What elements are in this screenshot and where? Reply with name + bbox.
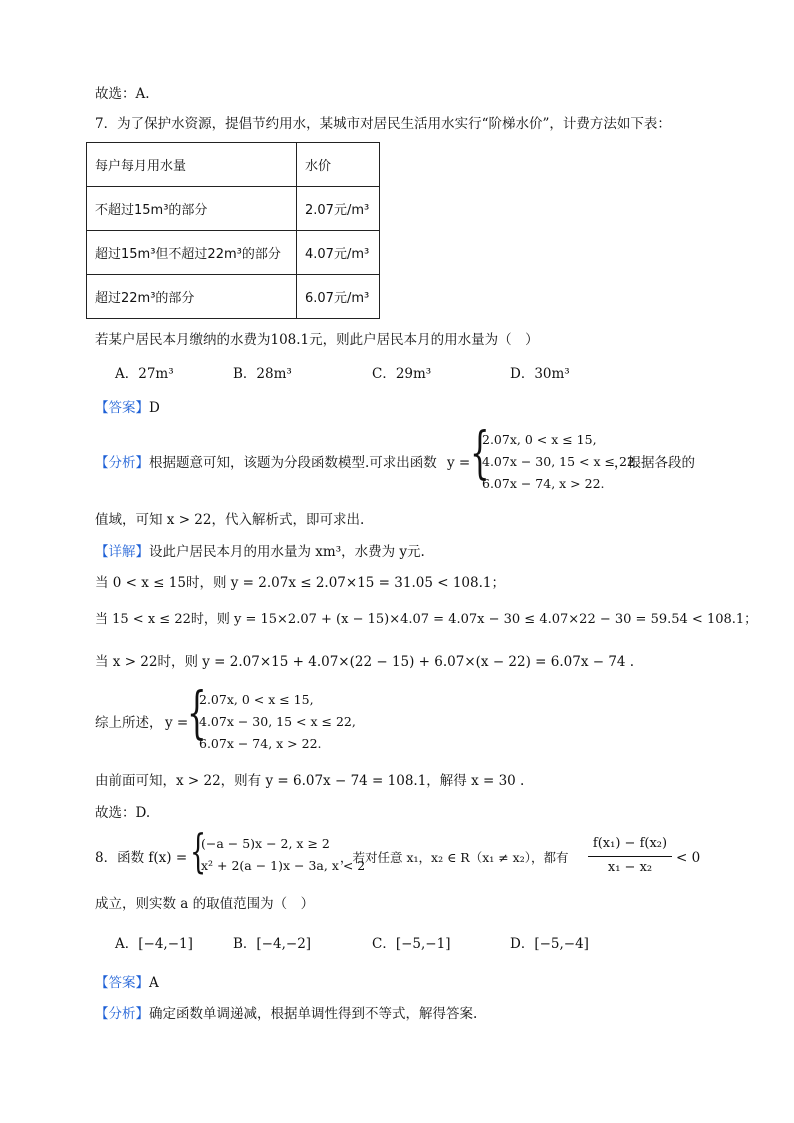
q7-conclusion: 由前面可知，x > 22，则有 y = 6.07x − 74 = 108.1，解得 x = 30 . xyxy=(95,773,525,789)
detail-tag: 【详解】 xyxy=(95,544,149,560)
detail-text: 设此户居民本月的用水量为 xm³，水费为 y元. xyxy=(149,544,425,560)
q8-stem-middle: ，若对任意 x₁，x₂ ∈ R（x₁ ≠ x₂），都有 xyxy=(340,850,569,865)
piecewise-case: (−a − 5)x − 2, x ≥ 2 xyxy=(201,836,330,851)
analysis-text: 确定函数单调递减，根据单调性得到不等式，解得答案. xyxy=(149,1006,478,1022)
left-brace: { xyxy=(187,681,207,746)
piecewise-case: 4.07x − 30, 15 < x ≤ 22, xyxy=(482,454,639,469)
water-price-table xyxy=(86,142,380,319)
table-header-row xyxy=(87,143,380,187)
table-row xyxy=(87,231,380,275)
table-header-cell: 每户每月用水量 xyxy=(87,143,297,187)
table-header-cell: 水价 xyxy=(297,143,380,187)
analysis-text: 根据题意可知，该题为分段函数模型.可求出函数 xyxy=(149,455,437,471)
piecewise-case: 2.07x, 0 < x ≤ 15, xyxy=(482,432,597,447)
table-cell: 超过15m³但不超过22m³的部分 xyxy=(87,231,297,275)
q7-summary-label: 综上所述， xyxy=(95,715,163,731)
q8-stem-line2: 成立，则实数 a 的取值范围为（ ） xyxy=(95,896,315,912)
previous-answer: 故选：A. xyxy=(95,86,150,102)
piecewise-case: 2.07x, 0 < x ≤ 15, xyxy=(199,692,314,707)
q7-question: 若某户居民本月缴纳的水费为108.1元，则此户居民本月的用水量为（ ） xyxy=(95,332,539,348)
answer-tag: 【答案】 xyxy=(95,400,149,416)
fraction-numerator: f(x₁) − f(x₂) xyxy=(592,836,668,851)
q7-analysis-line2: 值域，可知 x > 22，代入解析式，即可求出. xyxy=(95,512,365,528)
answer-value: D xyxy=(149,400,160,416)
answer-tag: 【答案】 xyxy=(95,975,149,991)
q7-option-b: B．28m³ xyxy=(233,366,292,382)
piecewise-case: 6.07x − 74, x > 22. xyxy=(482,476,605,491)
piecewise-case: 6.07x − 74, x > 22. xyxy=(199,736,322,751)
analysis-function-label: y = xyxy=(447,455,471,471)
q8-option-d: D．[−5,−4] xyxy=(510,936,589,952)
q8-option-c: C．[−5,−1] xyxy=(372,936,451,952)
answer-value: A xyxy=(149,975,159,991)
q7-final: 故选：D. xyxy=(95,805,151,821)
analysis-tag: 【分析】 xyxy=(95,455,149,471)
q8-analysis-line xyxy=(95,1004,477,1024)
table-cell: 超过22m³的部分 xyxy=(87,275,297,319)
analysis-tag: 【分析】 xyxy=(95,1006,149,1022)
table-cell: 6.07元/m³ xyxy=(297,275,380,319)
q7-option-a: A．27m³ xyxy=(115,366,174,382)
q8-option-a: A．[−4,−1] xyxy=(115,936,193,952)
q7-analysis-line xyxy=(95,453,437,473)
summary-function-label: y = xyxy=(165,715,189,731)
piecewise-case: 4.07x − 30, 15 < x ≤ 22, xyxy=(199,714,356,729)
table-cell: 2.07元/m³ xyxy=(297,187,380,231)
table-row xyxy=(87,187,380,231)
fraction-denominator: x₁ − x₂ xyxy=(607,860,653,875)
left-brace: { xyxy=(190,824,207,878)
fraction-bar xyxy=(588,856,672,857)
q8-option-b: B．[−4,−2] xyxy=(233,936,312,952)
q7-detail-line xyxy=(95,542,425,562)
q7-answer-line xyxy=(95,398,160,418)
q8-stem-start: 8．函数 f(x) = xyxy=(95,850,188,866)
table-row xyxy=(87,275,380,319)
table-cell: 4.07元/m³ xyxy=(297,231,380,275)
q7-case-2: 当 15 < x ≤ 22时，则 y = 15×2.07 + (x − 15)×4.07 = 4.07x − 30 ≤ 4.07×22 − 30 = 59.54 < 108.1； xyxy=(95,612,758,627)
analysis-text-after: ，根据各段的 xyxy=(614,455,695,471)
q7-case-3: 当 x > 22时，则 y = 2.07×15 + 4.07×(22 − 15) + 6.07×(x − 22) = 6.07x − 74 . xyxy=(95,654,635,670)
q8-answer-line xyxy=(95,973,159,993)
q7-stem: 7．为了保护水资源，提倡节约用水，某城市对居民生活用水实行“阶梯水价”，计费方法如下表： xyxy=(95,116,671,132)
table-cell: 不超过15m³的部分 xyxy=(87,187,297,231)
piecewise-case: x² + 2(a − 1)x − 3a, x < 2 xyxy=(201,858,366,873)
q7-option-c: C．29m³ xyxy=(372,366,432,382)
q7-option-d: D．30m³ xyxy=(510,366,570,382)
fraction-tail: < 0 xyxy=(676,850,701,866)
left-brace: { xyxy=(470,421,490,486)
q7-case-1: 当 0 < x ≤ 15时，则 y = 2.07x ≤ 2.07×15 = 31.05 < 108.1； xyxy=(95,575,505,591)
